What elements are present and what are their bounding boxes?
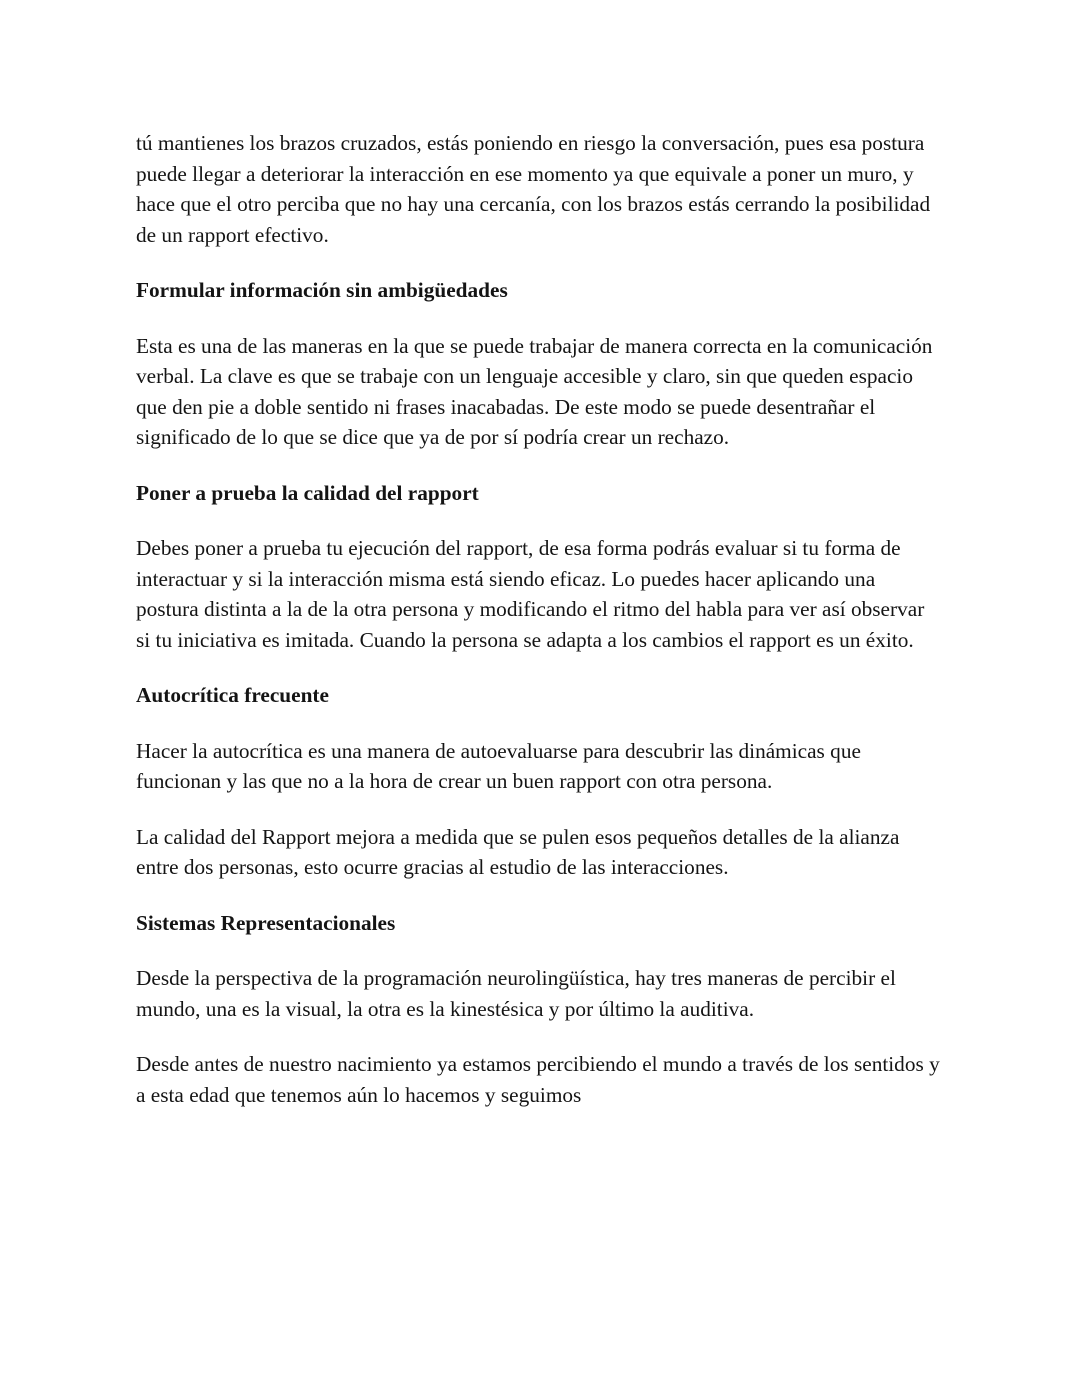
paragraph-autocritica: Hacer la autocrítica es una manera de autoevaluarse para descubrir las dinámicas que funcionan y las que no a la hora de crear un buen rapport con otra persona. — [136, 738, 861, 793]
paragraph-prueba-rapport: Debes poner a prueba tu ejecución del rapport, de esa forma podrás evaluar si tu forma de interactuar y si la interacción misma está siendo eficaz. Lo puedes hacer aplicando una postura distinta a la de la otra persona y modificando el ritmo del habla para ver así observar si tu iniciativa es imitada. Cuando la persona se adapta a los cambios el rapport es un éxito. — [136, 536, 925, 652]
paragraph-tres-maneras: Desde la perspectiva de la programación neurolingüística, hay tres maneras de percibir el mundo, una es la visual, la otra es la kinestésica y por último la auditiva. — [136, 966, 896, 1021]
heading-poner-a-prueba: Poner a prueba la calidad del rapport — [136, 480, 479, 505]
heading-sistemas-representacionales: Sistemas Representacionales — [136, 910, 396, 935]
document-content — [136, 103, 942, 1135]
heading-formular-informacion: Formular información sin ambigüedades — [136, 278, 508, 302]
paragraph-nacimiento-sentidos: Desde antes de nuestro nacimiento ya estamos percibiendo el mundo a través de los sentidos y a esta edad que tenemos aún lo hacemos y seguimos — [136, 1052, 940, 1107]
paragraph-arms-crossed: tú mantienes los brazos cruzados, estás poniendo en riesgo la conversación, pues esa postura puede llegar a deteriorar la interacción en ese momento ya que equivale a poner un muro, y hace que el otro perciba que no hay una cercanía, con los brazos estás cerrando la posibilidad de un rapport efectivo. — [136, 131, 931, 247]
heading-autocritica-frecuente: Autocrítica frecuente — [136, 683, 329, 707]
paragraph-calidad-rapport: La calidad del Rapport mejora a medida que se pulen esos pequeños detalles de la alianza entre dos personas, esto ocurre gracias al estudio de las interacciones. — [136, 824, 900, 879]
paragraph-comunicacion-verbal: Esta es una de las maneras en la que se puede trabajar de manera correcta en la comunicación verbal. La clave es que se trabaje con un lenguaje accesible y claro, sin que queden espacio que den pie a doble sentido ni frases inacabadas. De este modo se puede desentrañar el significado de lo que se dice que ya de por sí podría crear un rechazo. — [136, 333, 933, 449]
